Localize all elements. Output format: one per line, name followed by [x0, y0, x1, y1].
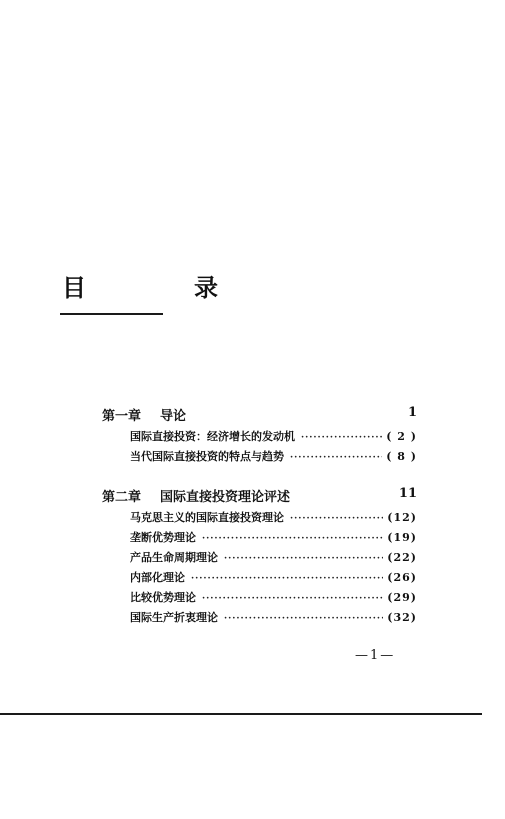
page-number: —1— — [355, 648, 396, 663]
entry-title: 当代国际直接投资的特点与趋势 — [130, 450, 284, 463]
entry-title: 垄断优势理论 — [130, 531, 196, 544]
page-title: 目 录 — [62, 273, 260, 302]
entry-page: (19) — [387, 531, 417, 544]
dot-leader — [202, 594, 383, 604]
title-rule — [60, 313, 163, 315]
entry-title: 内部化理论 — [130, 571, 185, 584]
toc-entry[interactable] — [130, 609, 417, 625]
toc-entry[interactable] — [130, 589, 417, 605]
entry-title: 马克思主义的国际直接投资理论 — [130, 511, 284, 524]
entry-page: (12) — [387, 511, 417, 524]
dot-leader — [290, 514, 383, 524]
chapter-number: 第二章 — [102, 490, 142, 505]
entry-page: ( 8 ) — [386, 450, 417, 463]
dot-leader — [290, 453, 382, 463]
dot-leader — [224, 614, 383, 624]
toc-entry[interactable] — [130, 428, 417, 444]
toc-entry[interactable] — [130, 448, 417, 464]
chapter-name: 导论 — [160, 409, 187, 424]
entry-title: 产品生命周期理论 — [130, 551, 218, 564]
entry-title: 国际生产折衷理论 — [130, 611, 218, 624]
entry-page: (22) — [387, 551, 417, 564]
toc-entry[interactable] — [130, 529, 417, 545]
dot-leader — [301, 433, 382, 443]
toc-entry[interactable] — [130, 569, 417, 585]
chapter-page: 1 — [407, 405, 417, 420]
entry-page: ( 2 ) — [386, 430, 417, 443]
chapter-name: 国际直接投资理论评述 — [160, 490, 291, 505]
entry-page: (26) — [387, 571, 417, 584]
entry-title: 比较优势理论 — [130, 591, 196, 604]
entry-title: 国际直接投资：经济增长的发动机 — [130, 430, 295, 443]
toc-entry[interactable] — [130, 509, 417, 525]
chapter-number: 第一章 — [102, 409, 142, 424]
dot-leader — [191, 574, 383, 584]
entry-page: (29) — [387, 591, 417, 604]
toc-entry[interactable] — [130, 549, 417, 565]
entry-page: (32) — [387, 611, 417, 624]
dot-leader — [202, 534, 383, 544]
chapter-page: 11 — [398, 486, 417, 501]
bottom-rule — [0, 713, 482, 715]
dot-leader — [224, 554, 383, 564]
